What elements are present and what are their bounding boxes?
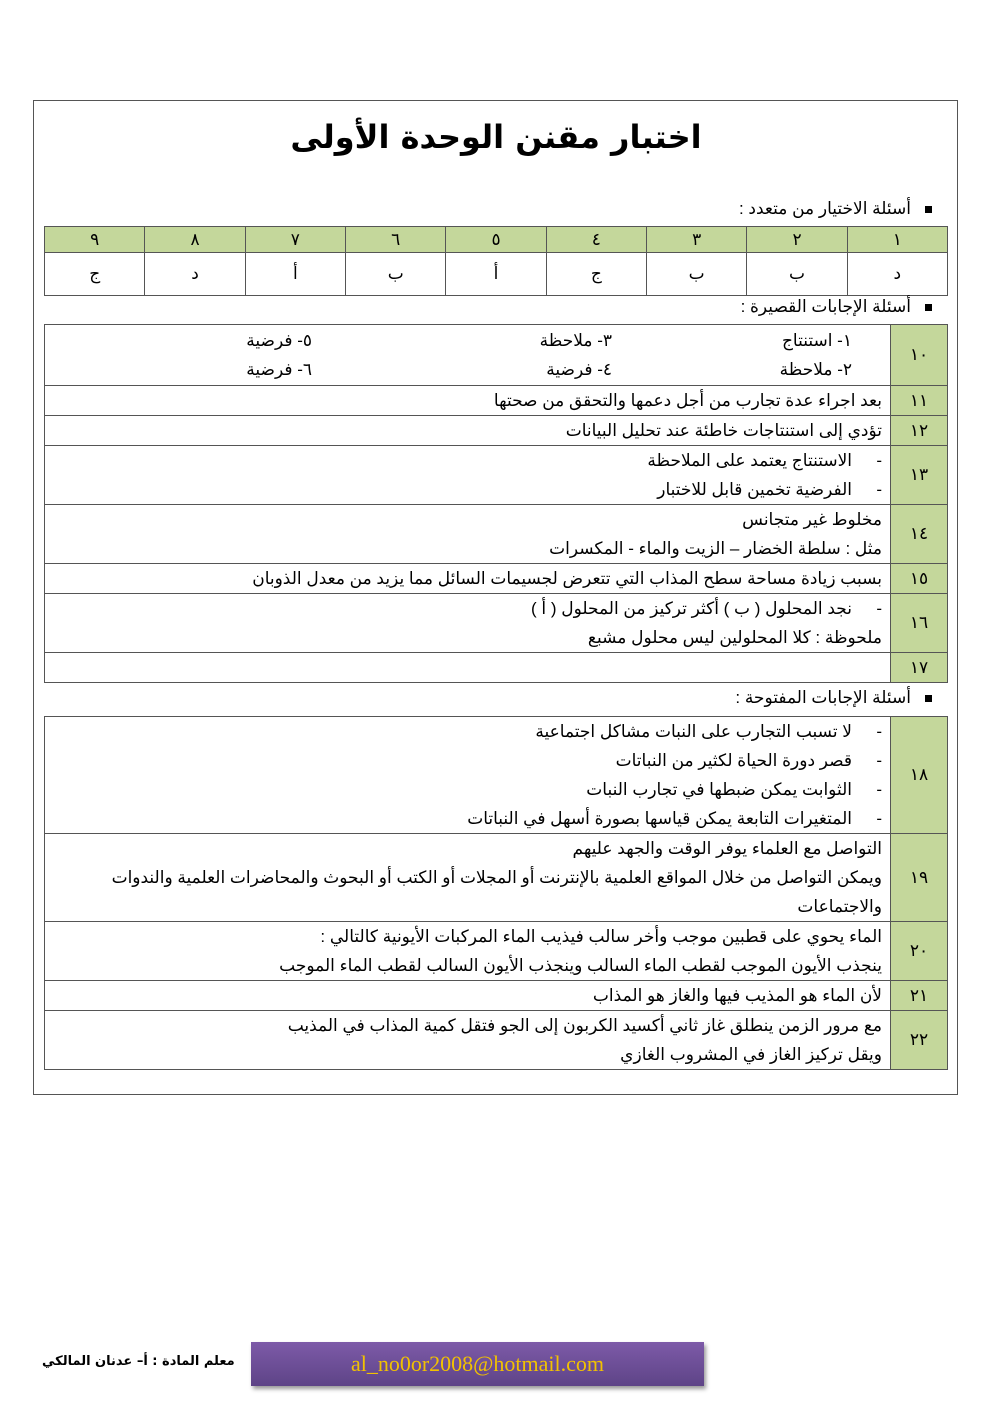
bullet-square-icon <box>925 695 932 702</box>
bullet-line: - الاستنتاج يعتمد على الملاحظة <box>53 446 882 475</box>
mc-question-number: ٢ <box>747 227 847 253</box>
mc-answer: ب <box>647 253 747 296</box>
answer-cell <box>45 446 891 505</box>
bullet-square-icon <box>925 206 932 213</box>
table-row <box>45 653 948 683</box>
bullet-square-icon <box>925 304 932 311</box>
q10-item: ١- استنتاج <box>781 331 852 350</box>
bullet-line: - قصر دورة الحياة لكثير من النباتات <box>53 746 882 775</box>
question-number: ١١ <box>891 386 948 416</box>
table-row <box>45 505 948 564</box>
answer-line: الماء يحوي على قطبين موجب وأخر سالب فيذيب الماء المركبات الأيونية كالتالي : <box>320 927 882 946</box>
bullet-line: - الثوابت يمكن ضبطها في تجارب النبات <box>53 775 882 804</box>
question-number: ٢٠ <box>891 922 948 981</box>
answer-cell <box>45 1011 891 1070</box>
question-number: ١٢ <box>891 416 948 446</box>
table-row <box>45 325 948 386</box>
answer-cell <box>45 981 891 1011</box>
mc-answer: أ <box>245 253 345 296</box>
section-label: أسئلة الاختيار من متعدد : <box>738 199 911 218</box>
answer-cell <box>45 653 891 683</box>
mc-question-number: ٥ <box>446 227 546 253</box>
question-number: ١٣ <box>891 446 948 505</box>
mc-answer-table <box>44 226 948 296</box>
section-heading-mc <box>739 199 932 219</box>
mc-answer: ج <box>546 253 646 296</box>
q10-item: ٥- فرضية <box>246 331 312 350</box>
bullet-line: - نجد المحلول ( ب ) أكثر تركيز من المحلول ( أ ) <box>53 594 882 623</box>
answer-line: تؤدي إلى استنتاجات خاطئة عند تحليل البيانات <box>565 421 882 440</box>
answer-line: ويقل تركيز الغاز في المشروب الغازي <box>620 1045 882 1064</box>
answer-cell <box>45 717 891 834</box>
answer-line: التواصل مع العلماء يوفر الوقت والجهد عليهم <box>572 839 882 858</box>
page-title: اختبار مقنن الوحدة الأولى <box>290 118 702 156</box>
answer-line: مخلوط غير متجانس <box>742 510 882 529</box>
question-number: ٢٢ <box>891 1011 948 1070</box>
q10-item: ٦- فرضية <box>246 360 312 379</box>
question-number: ١٥ <box>891 564 948 594</box>
question-number: ١٠ <box>891 325 948 386</box>
bullet-line: - الفرضية تخمين قابل للاختبار <box>53 475 882 504</box>
table-row <box>45 981 948 1011</box>
mc-question-number: ٣ <box>647 227 747 253</box>
answer-cell <box>45 594 891 653</box>
table-row <box>45 1011 948 1070</box>
mc-question-number: ٧ <box>245 227 345 253</box>
question-number: ١٧ <box>891 653 948 683</box>
table-row <box>45 922 948 981</box>
answer-line: ملحوظة : كلا المحلولين ليس محلول مشبع <box>587 628 882 647</box>
email-banner[interactable]: al_no0or2008@hotmail.com <box>251 1342 704 1386</box>
section-label: أسئلة الإجابات المفتوحة : <box>735 688 911 707</box>
table-row <box>45 386 948 416</box>
mc-answer: د <box>145 253 245 296</box>
answer-cell <box>45 386 891 416</box>
answer-line: ينجذب الأيون الموجب لقطب الماء السالب وينجذب الأيون السالب لقطب الماء الموجب <box>279 956 882 975</box>
question-number: ١٦ <box>891 594 948 653</box>
mc-question-number: ١ <box>847 227 947 253</box>
section-label: أسئلة الإجابات القصيرة : <box>740 297 911 316</box>
question-number: ١٤ <box>891 505 948 564</box>
open-answer-table <box>44 716 948 1070</box>
q10-item: ٣- ملاحظة <box>539 331 612 350</box>
table-row <box>45 717 948 834</box>
mc-answer: ب <box>747 253 847 296</box>
mc-question-number: ٩ <box>45 227 145 253</box>
answer-line: بسبب زيادة مساحة سطح المذاب التي تتعرض لجسيمات السائل مما يزيد من معدل الذوبان <box>252 569 882 588</box>
table-row <box>45 564 948 594</box>
table-row <box>45 834 948 922</box>
table-row <box>45 446 948 505</box>
answer-cell <box>45 922 891 981</box>
section-heading-short <box>741 297 932 317</box>
question-number: ١٨ <box>891 717 948 834</box>
bullet-line: - لا تسبب التجارب على النبات مشاكل اجتماعية <box>53 717 882 746</box>
answer-cell <box>45 325 891 386</box>
question-number: ٢١ <box>891 981 948 1011</box>
mc-answer: ج <box>45 253 145 296</box>
mc-answer: ب <box>346 253 446 296</box>
answer-line: بعد اجراء عدة تجارب من أجل دعمها والتحقق من صحتها <box>493 391 882 410</box>
answer-line <box>53 653 882 682</box>
q10-item: ٤- فرضية <box>546 360 612 379</box>
mc-question-number: ٨ <box>145 227 245 253</box>
short-answer-table <box>44 324 948 683</box>
mc-question-number: ٤ <box>546 227 646 253</box>
table-row <box>45 416 948 446</box>
question-number: ١٩ <box>891 834 948 922</box>
answer-line: والاجتماعات <box>797 897 882 916</box>
answer-cell <box>45 416 891 446</box>
answer-cell <box>45 505 891 564</box>
answer-cell <box>45 834 891 922</box>
teacher-name: معلم المادة : أ– عدنان المالكي <box>42 1354 235 1369</box>
section-heading-open <box>735 688 932 708</box>
q10-item: ٢- ملاحظة <box>779 360 852 379</box>
mc-question-number: ٦ <box>346 227 446 253</box>
mc-answer: د <box>847 253 947 296</box>
answer-line: لأن الماء هو المذيب فيها والغاز هو المذاب <box>592 986 882 1005</box>
answer-line: ويمكن التواصل من خلال المواقع العلمية بالإنترنت أو المجلات أو الكتب أو البحوث والمحاضرات العلمية والندوات <box>111 868 882 887</box>
answer-cell <box>45 564 891 594</box>
answer-line: مثل : سلطة الخضار – الزيت والماء - المكسرات <box>549 539 882 558</box>
bullet-line: - المتغيرات التابعة يمكن قياسها بصورة أسهل في النباتات <box>53 804 882 833</box>
table-row <box>45 594 948 653</box>
answer-line: مع مرور الزمن ينطلق غاز ثاني أكسيد الكربون إلى الجو فتقل كمية المذاب في المذيب <box>287 1016 882 1035</box>
mc-answer: أ <box>446 253 546 296</box>
